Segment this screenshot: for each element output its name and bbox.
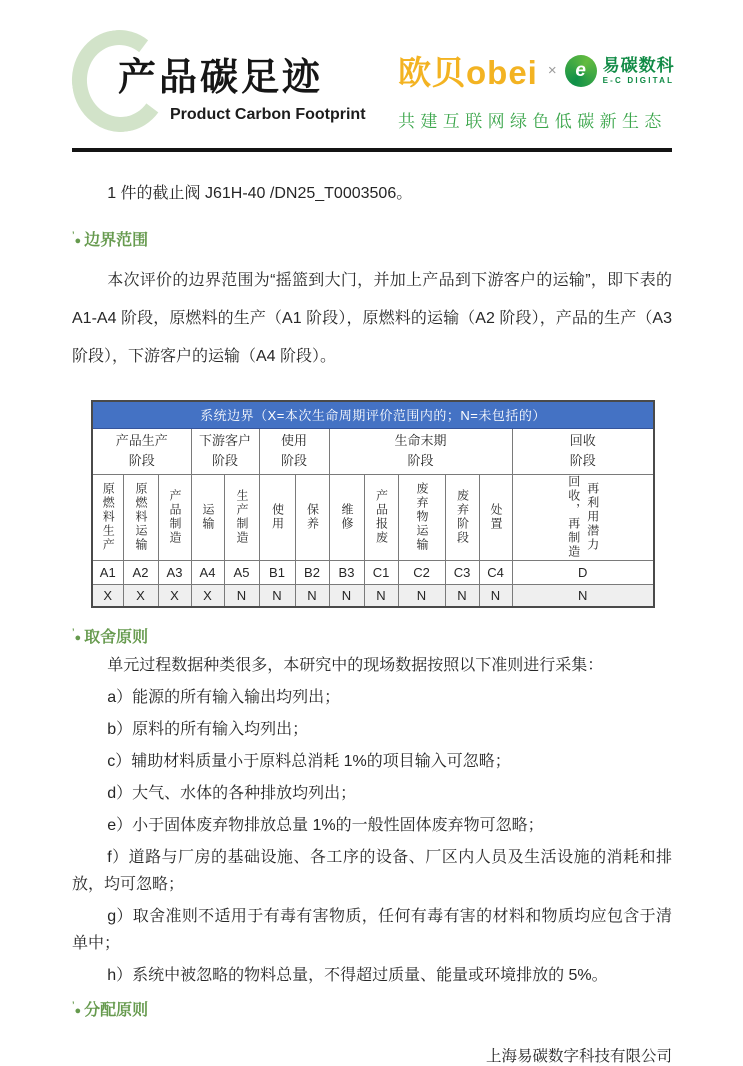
- group-label-line1: 下游客户: [198, 433, 251, 448]
- principle-item-b: b）原料的所有输入均列出；: [107, 721, 309, 738]
- stage-label: 废弃物运输: [415, 482, 429, 552]
- stage-label-cell: [259, 474, 295, 560]
- section-heading-boundary: [72, 227, 672, 250]
- stage-label: 维修: [340, 503, 354, 531]
- system-boundary-table: [91, 400, 655, 608]
- table-title: 系统边界（X=本次生命周期评价范围内的；N=未包括的）: [92, 401, 654, 428]
- stage-label-cell: [158, 474, 191, 560]
- bullet-tick-icon: ’: [72, 1000, 75, 1010]
- group-label-line1: 产品生产: [115, 433, 168, 448]
- principle-item-c: c）辅助材料质量小于原料总消耗 1%的项目输入可忽略；: [107, 753, 511, 770]
- table-included-row: [92, 584, 654, 607]
- ec-digital-name: 易碳数科: [602, 55, 675, 75]
- stage-included: X: [191, 584, 224, 607]
- table-code-row: [92, 560, 654, 584]
- section-heading-boundary-label: 边界范围: [84, 232, 149, 249]
- header-divider: [72, 148, 672, 152]
- stage-included: N: [224, 584, 259, 607]
- product-line: 1 件的截止阀 J61H-40 /DN25_T0003506。: [107, 185, 413, 202]
- stage-label-cell: [224, 474, 259, 560]
- principle-item-d: d）大气、水体的各种排放均列出；: [107, 785, 357, 802]
- table-title-row: [92, 401, 654, 428]
- stage-included: X: [123, 584, 158, 607]
- partner-logos-row: [398, 47, 675, 94]
- section-heading-allocation: [72, 997, 672, 1020]
- stage-label: 生产制造: [235, 489, 249, 545]
- stage-label: 产品制造: [168, 489, 182, 545]
- group-label-line2: 阶段: [569, 453, 596, 468]
- section-heading-principles: [72, 624, 672, 647]
- stage-label: 保养: [305, 503, 320, 531]
- stage-label-cell: [329, 474, 364, 560]
- table-group-row: [92, 428, 654, 474]
- stage-included: N: [398, 584, 445, 607]
- stage-label: 原燃料生产: [101, 482, 116, 552]
- stage-code: D: [512, 560, 654, 584]
- bullet-icon: ●: [74, 632, 82, 644]
- group-cell: [191, 428, 259, 474]
- stage-code: A4: [191, 560, 224, 584]
- section-heading-principles-label: 取舍原则: [84, 629, 149, 646]
- group-label-line1: 生命末期: [394, 433, 447, 448]
- stage-included: N: [445, 584, 479, 607]
- partner-block: [398, 47, 675, 132]
- stage-label-cell: [479, 474, 512, 560]
- group-label-line2: 阶段: [407, 453, 434, 468]
- group-cell: [512, 428, 654, 474]
- page-header: [0, 0, 743, 152]
- stage-code: C2: [398, 560, 445, 584]
- group-label-line2: 阶段: [128, 453, 155, 468]
- stage-label-cell: [398, 474, 445, 560]
- stage-included: N: [364, 584, 398, 607]
- boundary-paragraph: 本次评价的边界范围为“摇篮到大门，并加上产品到下游客户的运输”，即下表的 A1-A4 阶段，原燃料的生产（A1 阶段），原燃料的运输（A2 阶段），产品的生产（A3 阶段），下游客户的运输（A4 阶段）。: [72, 272, 672, 365]
- principle-item-h: h）系统中被忽略的物料总量，不得超过质量、能量或环境排放的 5%。: [107, 967, 608, 984]
- partner-slogan: 共建互联网绿色低碳新生态: [398, 112, 667, 131]
- footer-company: 上海易碳数字科技有限公司: [485, 1048, 672, 1065]
- stage-label-cell: [512, 474, 654, 560]
- group-cell: [329, 428, 512, 474]
- stage-label-cell: [295, 474, 329, 560]
- stage-label: 处置: [489, 503, 503, 531]
- principle-item-a: a）能源的所有输入输出均列出；: [107, 689, 341, 706]
- principle-item-e: e）小于固体废弃物排放总量 1%的一般性固体废弃物可忽略；: [107, 817, 544, 834]
- stage-label-cell: [445, 474, 479, 560]
- stage-label-cell: [92, 474, 123, 560]
- stage-label-cell: [364, 474, 398, 560]
- logo-title: 产品碳足迹: [118, 57, 324, 99]
- stage-code: B1: [259, 560, 295, 584]
- group-cell: [259, 428, 329, 474]
- bullet-icon: ●: [74, 235, 82, 247]
- ec-digital-name-block: [603, 57, 675, 85]
- ec-digital-caption: E-C DIGITAL: [602, 75, 675, 85]
- stage-label: 产品报废: [374, 489, 389, 545]
- group-label-line2: 阶段: [280, 453, 307, 468]
- stage-code: C4: [479, 560, 512, 584]
- principle-item-f: f）道路与厂房的基础设施、各工序的设备、厂区内人员及生活设施的消耗和排放，均可忽略；: [72, 849, 672, 893]
- stage-included: X: [158, 584, 191, 607]
- obei-logo: 欧贝obei: [398, 54, 538, 91]
- stage-code: A1: [92, 560, 123, 584]
- document-body: [0, 182, 743, 1066]
- principle-item-g: g）取舍准则不适用于有毒有害物质，任何有毒有害的材料和物质均应包含于清单中；: [72, 908, 672, 952]
- stage-label: 原燃料运输: [134, 482, 148, 552]
- stage-label: 运输: [201, 503, 215, 531]
- bullet-tick-icon: ’: [72, 230, 75, 240]
- stage-included: N: [479, 584, 512, 607]
- bullet-icon: ●: [74, 1005, 82, 1017]
- group-label-line1: 使用: [280, 433, 307, 448]
- stage-code: A3: [158, 560, 191, 584]
- logo-block: [118, 46, 366, 124]
- group-label-line2: 阶段: [211, 453, 238, 468]
- bullet-tick-icon: ’: [72, 627, 75, 637]
- stage-code: A2: [123, 560, 158, 584]
- stage-label-cell: [123, 474, 158, 560]
- group-label-line1: 回收: [569, 433, 596, 448]
- times-icon: ×: [547, 62, 557, 79]
- logo-subtitle: Product Carbon Footprint: [170, 106, 366, 123]
- stage-code: B3: [329, 560, 364, 584]
- ec-digital-logo-icon: e: [565, 55, 597, 87]
- stage-included: N: [329, 584, 364, 607]
- group-cell: [92, 428, 191, 474]
- stage-label: 使用: [270, 503, 285, 531]
- stage-label: 回收，再制造再利用潜力: [566, 475, 600, 559]
- principles-intro: 单元过程数据种类很多，本研究中的现场数据按照以下准则进行采集：: [107, 657, 604, 674]
- stage-code: C3: [445, 560, 479, 584]
- stage-label: 废弃阶段: [455, 489, 470, 545]
- stage-included: N: [512, 584, 654, 607]
- stage-label-cell: [191, 474, 224, 560]
- stage-code: B2: [295, 560, 329, 584]
- stage-code: C1: [364, 560, 398, 584]
- stage-included: N: [259, 584, 295, 607]
- stage-code: A5: [224, 560, 259, 584]
- section-heading-allocation-label: 分配原则: [84, 1002, 149, 1019]
- stage-included: X: [92, 584, 123, 607]
- stage-included: N: [295, 584, 329, 607]
- table-stage-label-row: [92, 474, 654, 560]
